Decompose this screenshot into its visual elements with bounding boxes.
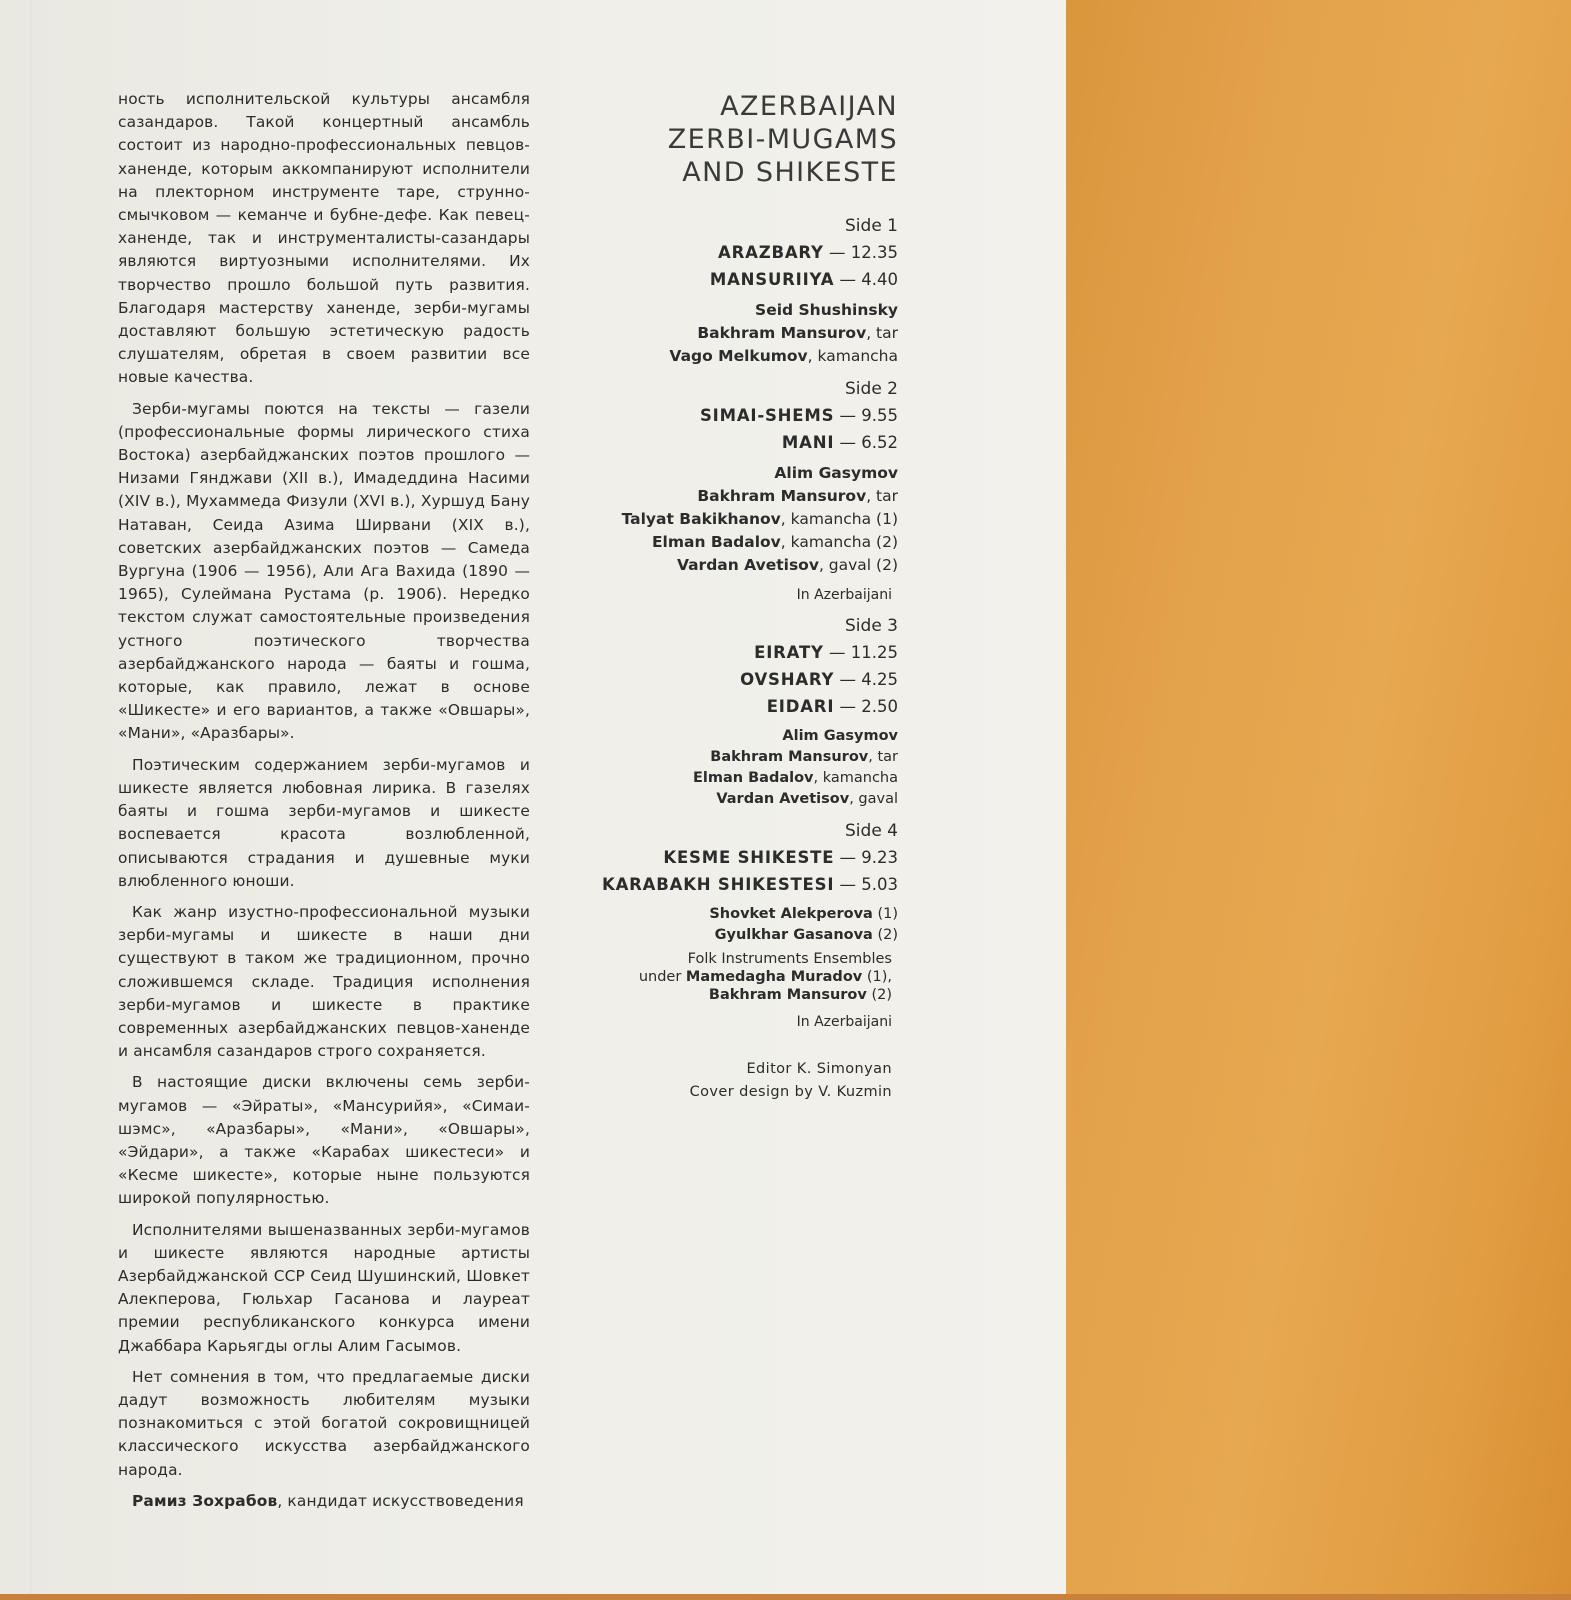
performer [600,904,898,925]
title-line: ZERBI-MUGAMS [667,124,898,155]
track-duration: — 4.40 [834,270,898,289]
side-label: Side 4 [845,821,898,841]
performer-role: , tar [868,749,898,765]
tracklist-panel [600,90,900,1104]
performer-name: Bakhram Mansurov [697,487,867,505]
side-label: Side 3 [845,616,898,636]
author-name: Рамиз Зохрабов [132,1491,278,1510]
author-title: , кандидат искусствоведения [277,1491,524,1510]
title-line: AZERBAIJAN [720,91,898,122]
performer-list [600,299,900,368]
performer-role: , kamancha (2) [780,533,898,551]
track-row [600,402,900,429]
performer [600,508,898,531]
ensemble-line: Folk Instruments Ensembles [687,951,892,967]
track-name: KESME SHIKESTE [663,848,835,867]
track-name: EIDARI [766,697,835,716]
essay-signature [118,1490,530,1513]
performer [600,299,898,322]
side-label: Side 1 [845,216,898,236]
performer [600,925,898,946]
side-3 [600,613,900,810]
essay-paragraph: Нет сомнения в том, что предлагаемые диски дадут возможность любителям музыки познакомиться с этой богатой сокровищницей классического искусства азербайджанского народа. [118,1367,530,1479]
performer-list [600,462,900,577]
track-duration: — 9.23 [834,848,898,867]
track-duration: — 6.52 [834,433,898,452]
performer [600,531,898,554]
essay-paragraph: Исполнителями вышеназванных зерби-мугамов и шикесте являются народные артисты Азербайджанской ССР Сеид Шушинский, Шовкет Алекперова, Гюльхар Гасанова и лауреат премии республиканского конкурса имени Джаббара Карьягды оглы Алим Гасымов. [118,1220,530,1355]
essay-column [118,88,530,1521]
track-row [600,429,900,456]
side-4 [600,818,900,1032]
performer-name: Alim Gasymov [782,728,898,744]
track-duration: — 4.25 [834,670,898,689]
performer-name: Vardan Avetisov [716,791,850,807]
performer-name: Vardan Avetisov [676,556,819,574]
performer-name: Seid Shushinsky [755,301,898,319]
cover-credit: Cover design by V. Kuzmin [689,1084,892,1100]
paper-fold-shadow [30,0,33,1594]
essay-paragraph: ность исполнительской культуры ансамбля сазандаров. Такой концертный ансамбль состоит из народно-профессиональных певцов-ханенде, которым аккомпанируют исполнители на плекторном инструменте таре, струнно-смычковом — кеманче и бубне-дефе. Как певец-ханенде, так и инструменталисты-сазандары являются виртуозными исполнителями. Их творчество прошло большой путь развития. Благодаря мастерству ханенде, зерби-мугамы доставляют большую эстетическую радость слушателям, обретая в своем развитии все новые качества. [118,90,530,387]
track-row [600,666,900,693]
performer [600,747,898,768]
performer [600,554,898,577]
track-row [600,239,900,266]
performer [600,768,898,789]
performer-name: Bakhram Mansurov [710,749,869,765]
performer-name: Shovket Alekperova [709,906,873,922]
track-duration: — 9.55 [834,406,898,425]
performer-name: Elman Badalov [692,770,814,786]
performer-role: , gaval (2) [818,556,898,574]
language-note: In Azerbaijani [796,1014,892,1030]
track-duration: — 11.25 [823,643,898,662]
ensemble-suffix: (1), [862,969,892,985]
title-line: AND SHIKESTE [682,157,898,188]
track-name: MANSURIIYA [709,270,835,289]
performer-role: , kamancha (1) [780,510,898,528]
performer [600,462,898,485]
album-title [600,90,900,189]
essay-paragraph: Поэтическим содержанием зерби-мугамов и шикесте является любовная лирика. В газелях баяты и гошма зерби-мугамов и шикесте воспевается красота возлюбленной, описываются страдания и душевные муки влюбленного юноши. [118,755,530,890]
track-name: SIMAI-SHEMS [699,406,835,425]
performer-role: , tar [866,487,898,505]
ensemble-credit [600,950,900,1004]
performer-name: Vago Melkumov [669,347,808,365]
track-duration: — 2.50 [834,697,898,716]
track-duration: — 12.35 [823,243,898,262]
performer-role: , kamancha [807,347,898,365]
performer-name: Talyat Bakikhanov [621,510,781,528]
performer [600,726,898,747]
essay-paragraph: Как жанр изустно-профессиональной музыки зерби-мугамы и шикесте в наши дни существуют в таком же традиционном, прочно сложившемся складе. Традиция исполнения зерби-мугамов и шикесте в практике современных азербайджанских певцов-ханенде и ансамбля сазандаров строго сохраняется. [118,902,530,1061]
performer [600,485,898,508]
performer-name: Elman Badalov [651,533,781,551]
performer-list [600,726,900,810]
performer [600,789,898,810]
performer [600,345,898,368]
ensemble-suffix: (2) [866,987,892,1003]
ensemble-prefix: under [638,969,686,985]
performer-role: , gaval [849,791,898,807]
ensemble-line [600,968,892,986]
performer-name: Bakhram Mansurov [697,324,867,342]
ensemble-line [600,986,892,1004]
performer-role: , kamancha [813,770,898,786]
performer-name: Gyulkhar Gasanova [714,927,873,943]
ensemble-leader: Bakhram Mansurov [708,987,867,1003]
track-name: ARAZBARY [718,243,824,262]
ensemble-leader: Mamedagha Muradov [685,969,863,985]
track-row [600,639,900,666]
bottom-edge [0,1594,1571,1600]
side-2 [600,376,900,605]
track-row [600,871,900,898]
orange-stripe [1066,0,1571,1594]
language-note: In Azerbaijani [796,587,892,603]
performer-role: , tar [866,324,898,342]
track-name: MANI [781,433,835,452]
track-duration: — 5.03 [834,875,898,894]
essay-paragraph: Зерби-мугамы поются на тексты — газели (профессиональные формы лирического стиха Востока) азербайджанских поэтов прошлого — Низами Гянджави (XII в.), Имадеддина Насими (XIV в.), Мухаммеда Физули (XVI в.), Хуршуд Бану Натаван, Сеида Азима Ширвани (XIX в.), советских азербайджанских поэтов — Самеда Вургуна (1906 — 1956), Али Ага Вахида (1890 — 1965), Сулеймана Рустама (р. 1906). Нередко текстом служат самостоятельные произведения устного поэтического творчества азербайджанского народа — баяты и гошма, которые, как правило, лежат в основе «Шикесте» и его вариантов, а также «Овшары», «Мани», «Аразбары». [118,399,530,743]
track-name: KARABAKH SHIKESTESI [602,875,835,894]
performer-role: (2) [872,927,898,943]
track-row [600,266,900,293]
performer [600,322,898,345]
performer-role: (1) [872,906,898,922]
track-row [600,844,900,871]
track-name: OVSHARY [740,670,835,689]
essay-paragraph: В настоящие диски включены семь зерби-мугамов — «Эйраты», «Мансурийя», «Симаи-шэмс», «Аразбары», «Мани», «Овшары», «Эйдари», а также «Карабах шикестеси» и «Кесме шикесте», которые ныне пользуются широкой популярностью. [118,1073,530,1208]
side-1 [600,213,900,368]
track-row [600,693,900,720]
performer-name: Alim Gasymov [774,464,898,482]
production-credits [600,1058,900,1104]
side-label: Side 2 [845,379,898,399]
track-name: EIRATY [754,643,824,662]
editor-credit: Editor K. Simonyan [746,1061,892,1077]
performer-list [600,904,900,946]
